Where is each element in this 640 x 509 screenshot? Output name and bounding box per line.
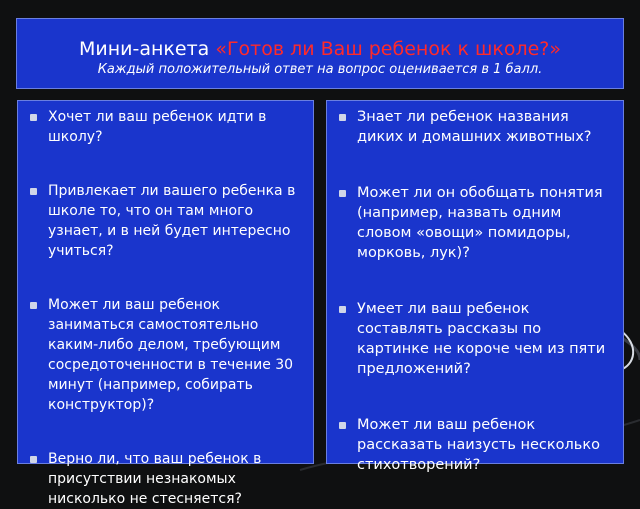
list-item [339, 415, 617, 475]
right-question-panel [326, 100, 624, 473]
list-item [30, 181, 307, 261]
question-text: Может ли он обобщать понятия (например, назвать одним словом «овощи» помидоры, морковь, лук)? [357, 185, 603, 261]
left-question-list [30, 107, 307, 509]
left-question-panel [17, 100, 314, 507]
bullet-icon [339, 306, 346, 313]
list-item [339, 107, 617, 147]
list-item [30, 107, 307, 147]
bullet-icon [30, 302, 37, 309]
bullet-icon [339, 114, 346, 121]
bullet-icon [30, 456, 37, 463]
page-title [17, 37, 623, 61]
list-item [30, 449, 307, 509]
list-item [339, 299, 617, 379]
question-text: Верно ли, что ваш ребенок в присутствии незнакомых нисколько не стесняется? [48, 451, 262, 507]
bullet-icon [30, 114, 37, 121]
title-panel [16, 18, 624, 89]
title-quote: «Готов ли Ваш ребенок к школе?» [215, 38, 562, 60]
list-item [30, 295, 307, 415]
bullet-icon [339, 422, 346, 429]
question-text: Привлекает ли вашего ребенка в школе то, что он там много узнает, и в ней будет интересно учиться? [48, 183, 296, 259]
question-text: Умеет ли ваш ребенок составлять рассказы по картинке не короче чем из пяти предложений? [357, 301, 606, 377]
page-subtitle: Каждый положительный ответ на вопрос оценивается в 1 балл. [97, 62, 543, 77]
title-main: Мини-анкета [78, 38, 210, 60]
question-text: Знает ли ребенок названия диких и домашних животных? [357, 109, 592, 145]
bullet-icon [30, 188, 37, 195]
list-item [339, 183, 617, 263]
question-text: Может ли ваш ребенок рассказать наизусть несколько стихотворений? [357, 417, 600, 473]
question-text: Хочет ли ваш ребенок идти в школу? [48, 109, 267, 145]
right-question-list [339, 107, 617, 475]
question-text: Может ли ваш ребенок заниматься самостоятельно каким-либо делом, требующим сосредоточенности в течение 30 минут (например, собирать конструктор)? [48, 297, 294, 413]
bullet-icon [339, 190, 346, 197]
